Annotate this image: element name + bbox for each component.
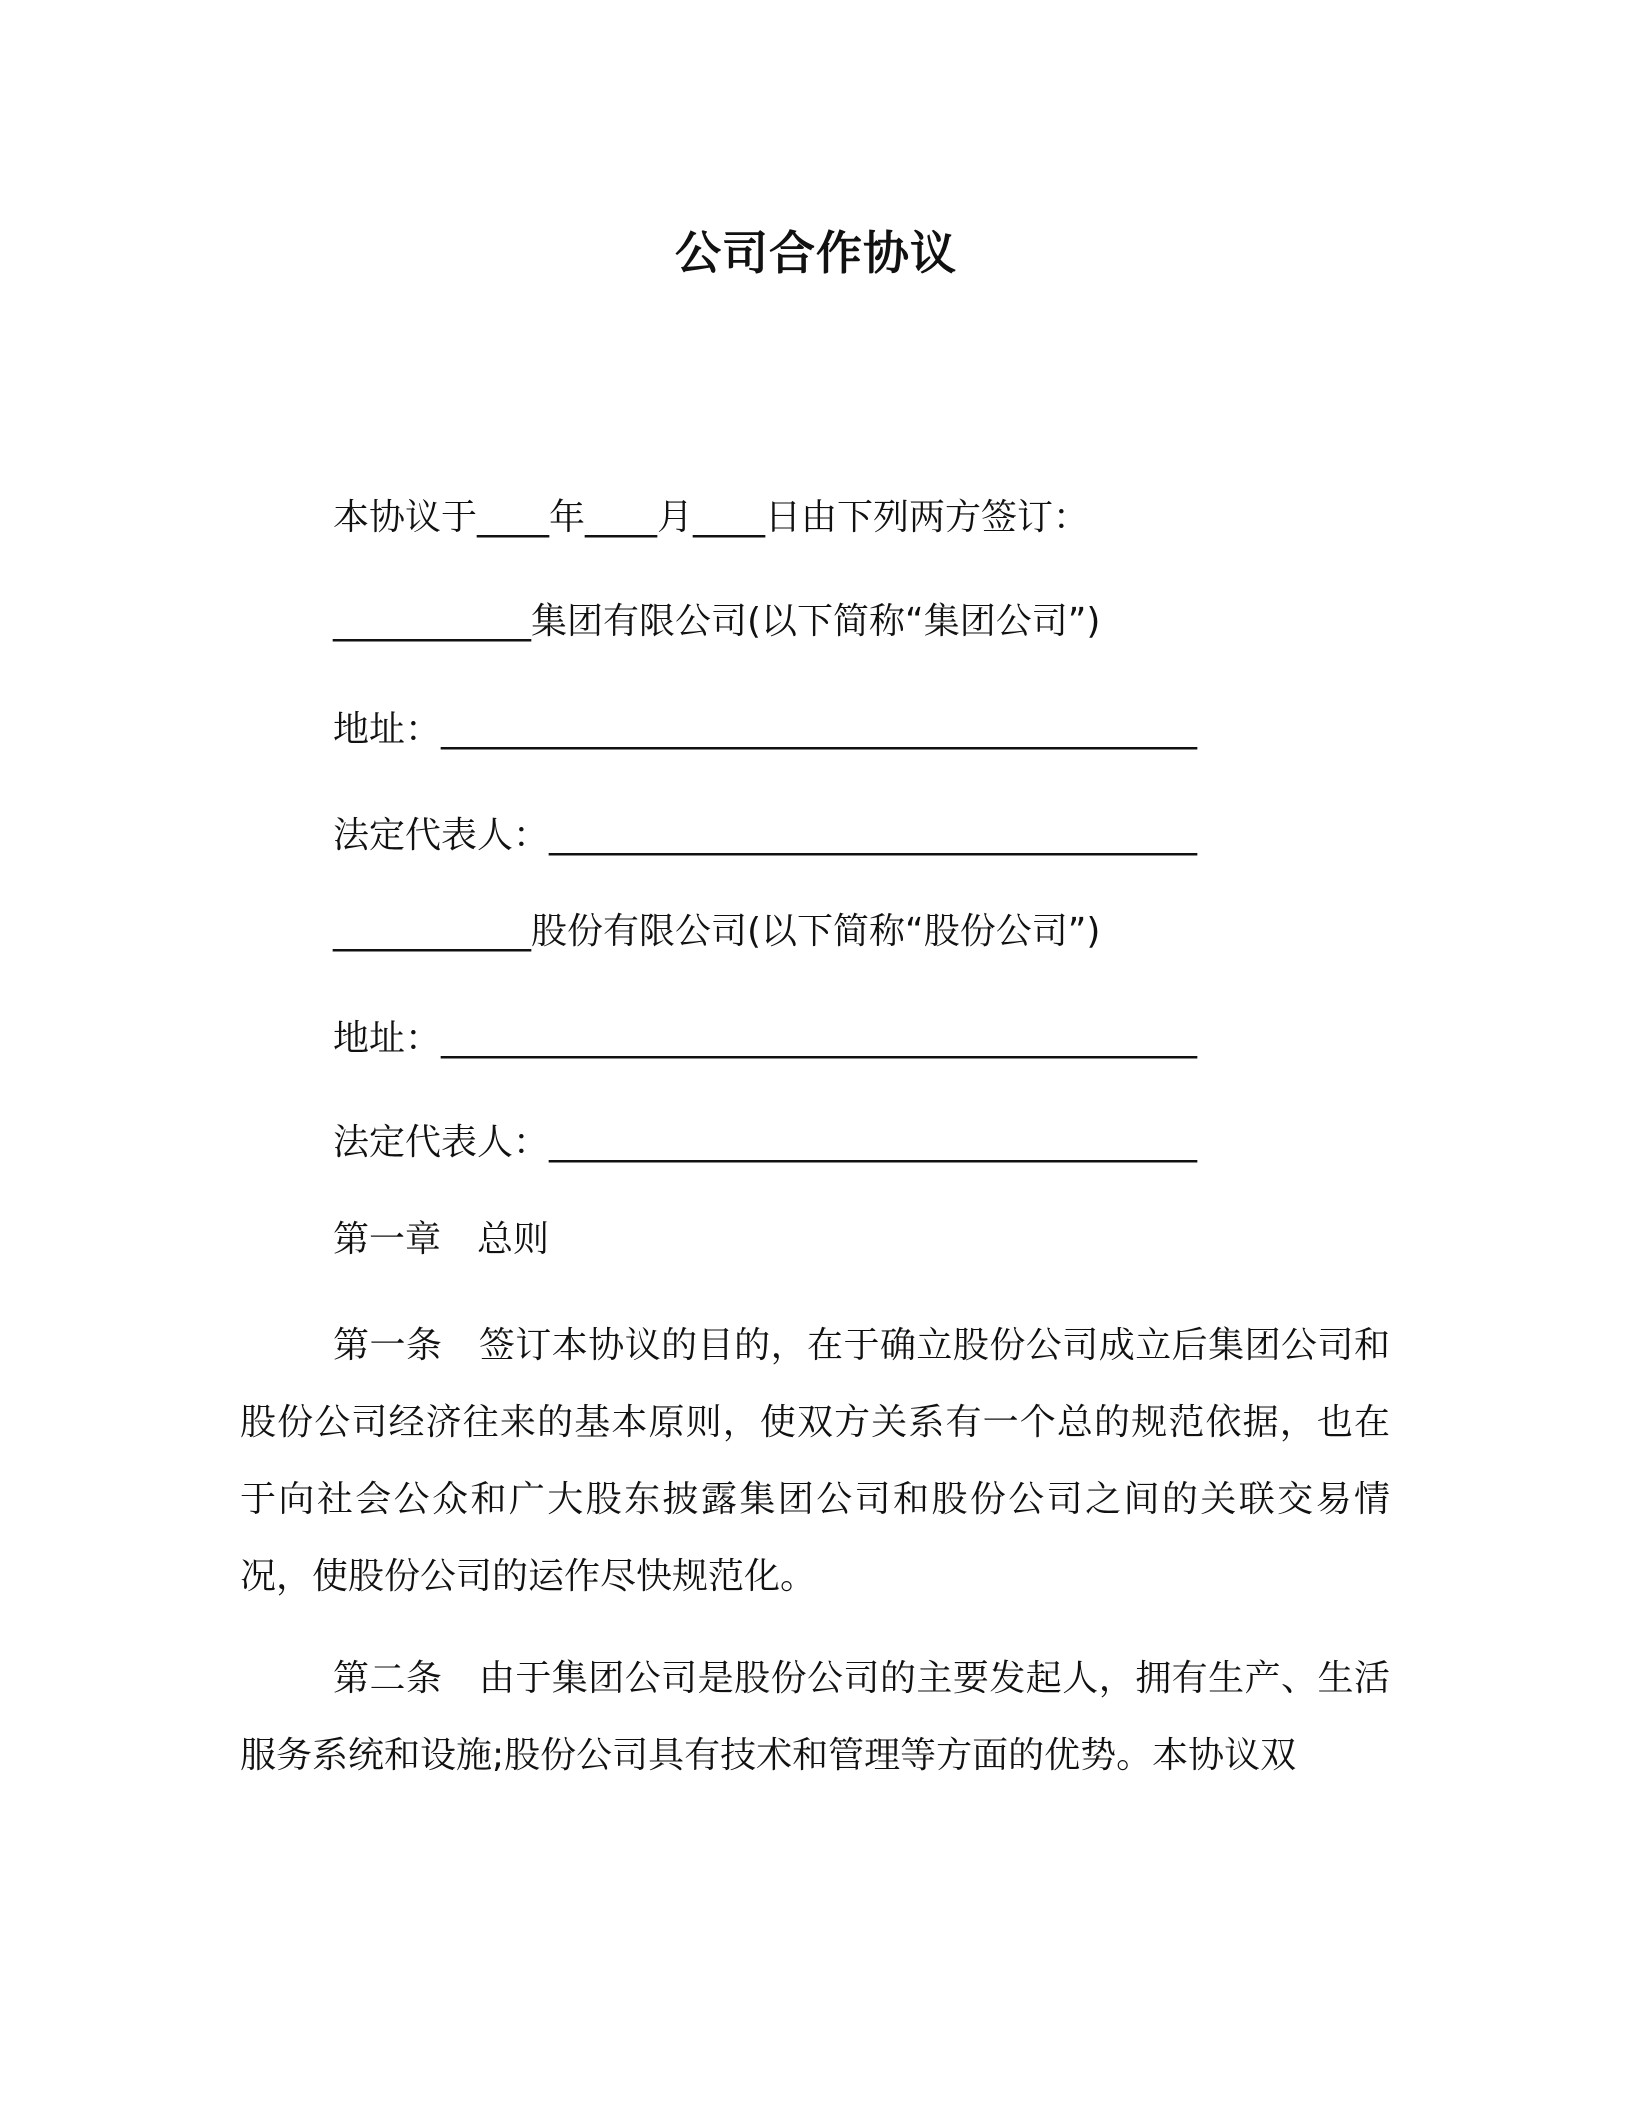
chapter-heading: 第一章 总则 bbox=[333, 1219, 550, 1260]
party-a-address: 地址：__________________________________________ bbox=[333, 709, 1198, 750]
article-2-paragraph: 第二条 由于集团公司是股份公司的主要发起人，拥有生产、生活服务系统和设施;股份公司具有技术和管理等方面的优势。本协议双 bbox=[240, 1658, 1390, 1776]
document-title: 公司合作协议 bbox=[675, 226, 957, 280]
party-b-name: ___________股份有限公司(以下简称“股份公司”) bbox=[333, 911, 1101, 952]
signing-date-line: 本协议于____年____月____日由下列两方签订： bbox=[333, 497, 1090, 538]
party-a-name: ___________集团有限公司(以下简称“集团公司”) bbox=[333, 601, 1101, 642]
article-1-paragraph: 第一条 签订本协议的目的，在于确立股份公司成立后集团公司和股份公司经济往来的基本原则，使双方关系有一个总的规范依据，也在于向社会公众和广大股东披露集团公司和股份公司之间的关联交易情况，使股份公司的运作尽快规范化。 bbox=[240, 1325, 1390, 1597]
party-b-legal-representative: 法定代表人：____________________________________ bbox=[333, 1122, 1198, 1163]
party-b-address: 地址：__________________________________________ bbox=[333, 1018, 1198, 1059]
party-a-legal-representative: 法定代表人：____________________________________ bbox=[333, 815, 1198, 856]
